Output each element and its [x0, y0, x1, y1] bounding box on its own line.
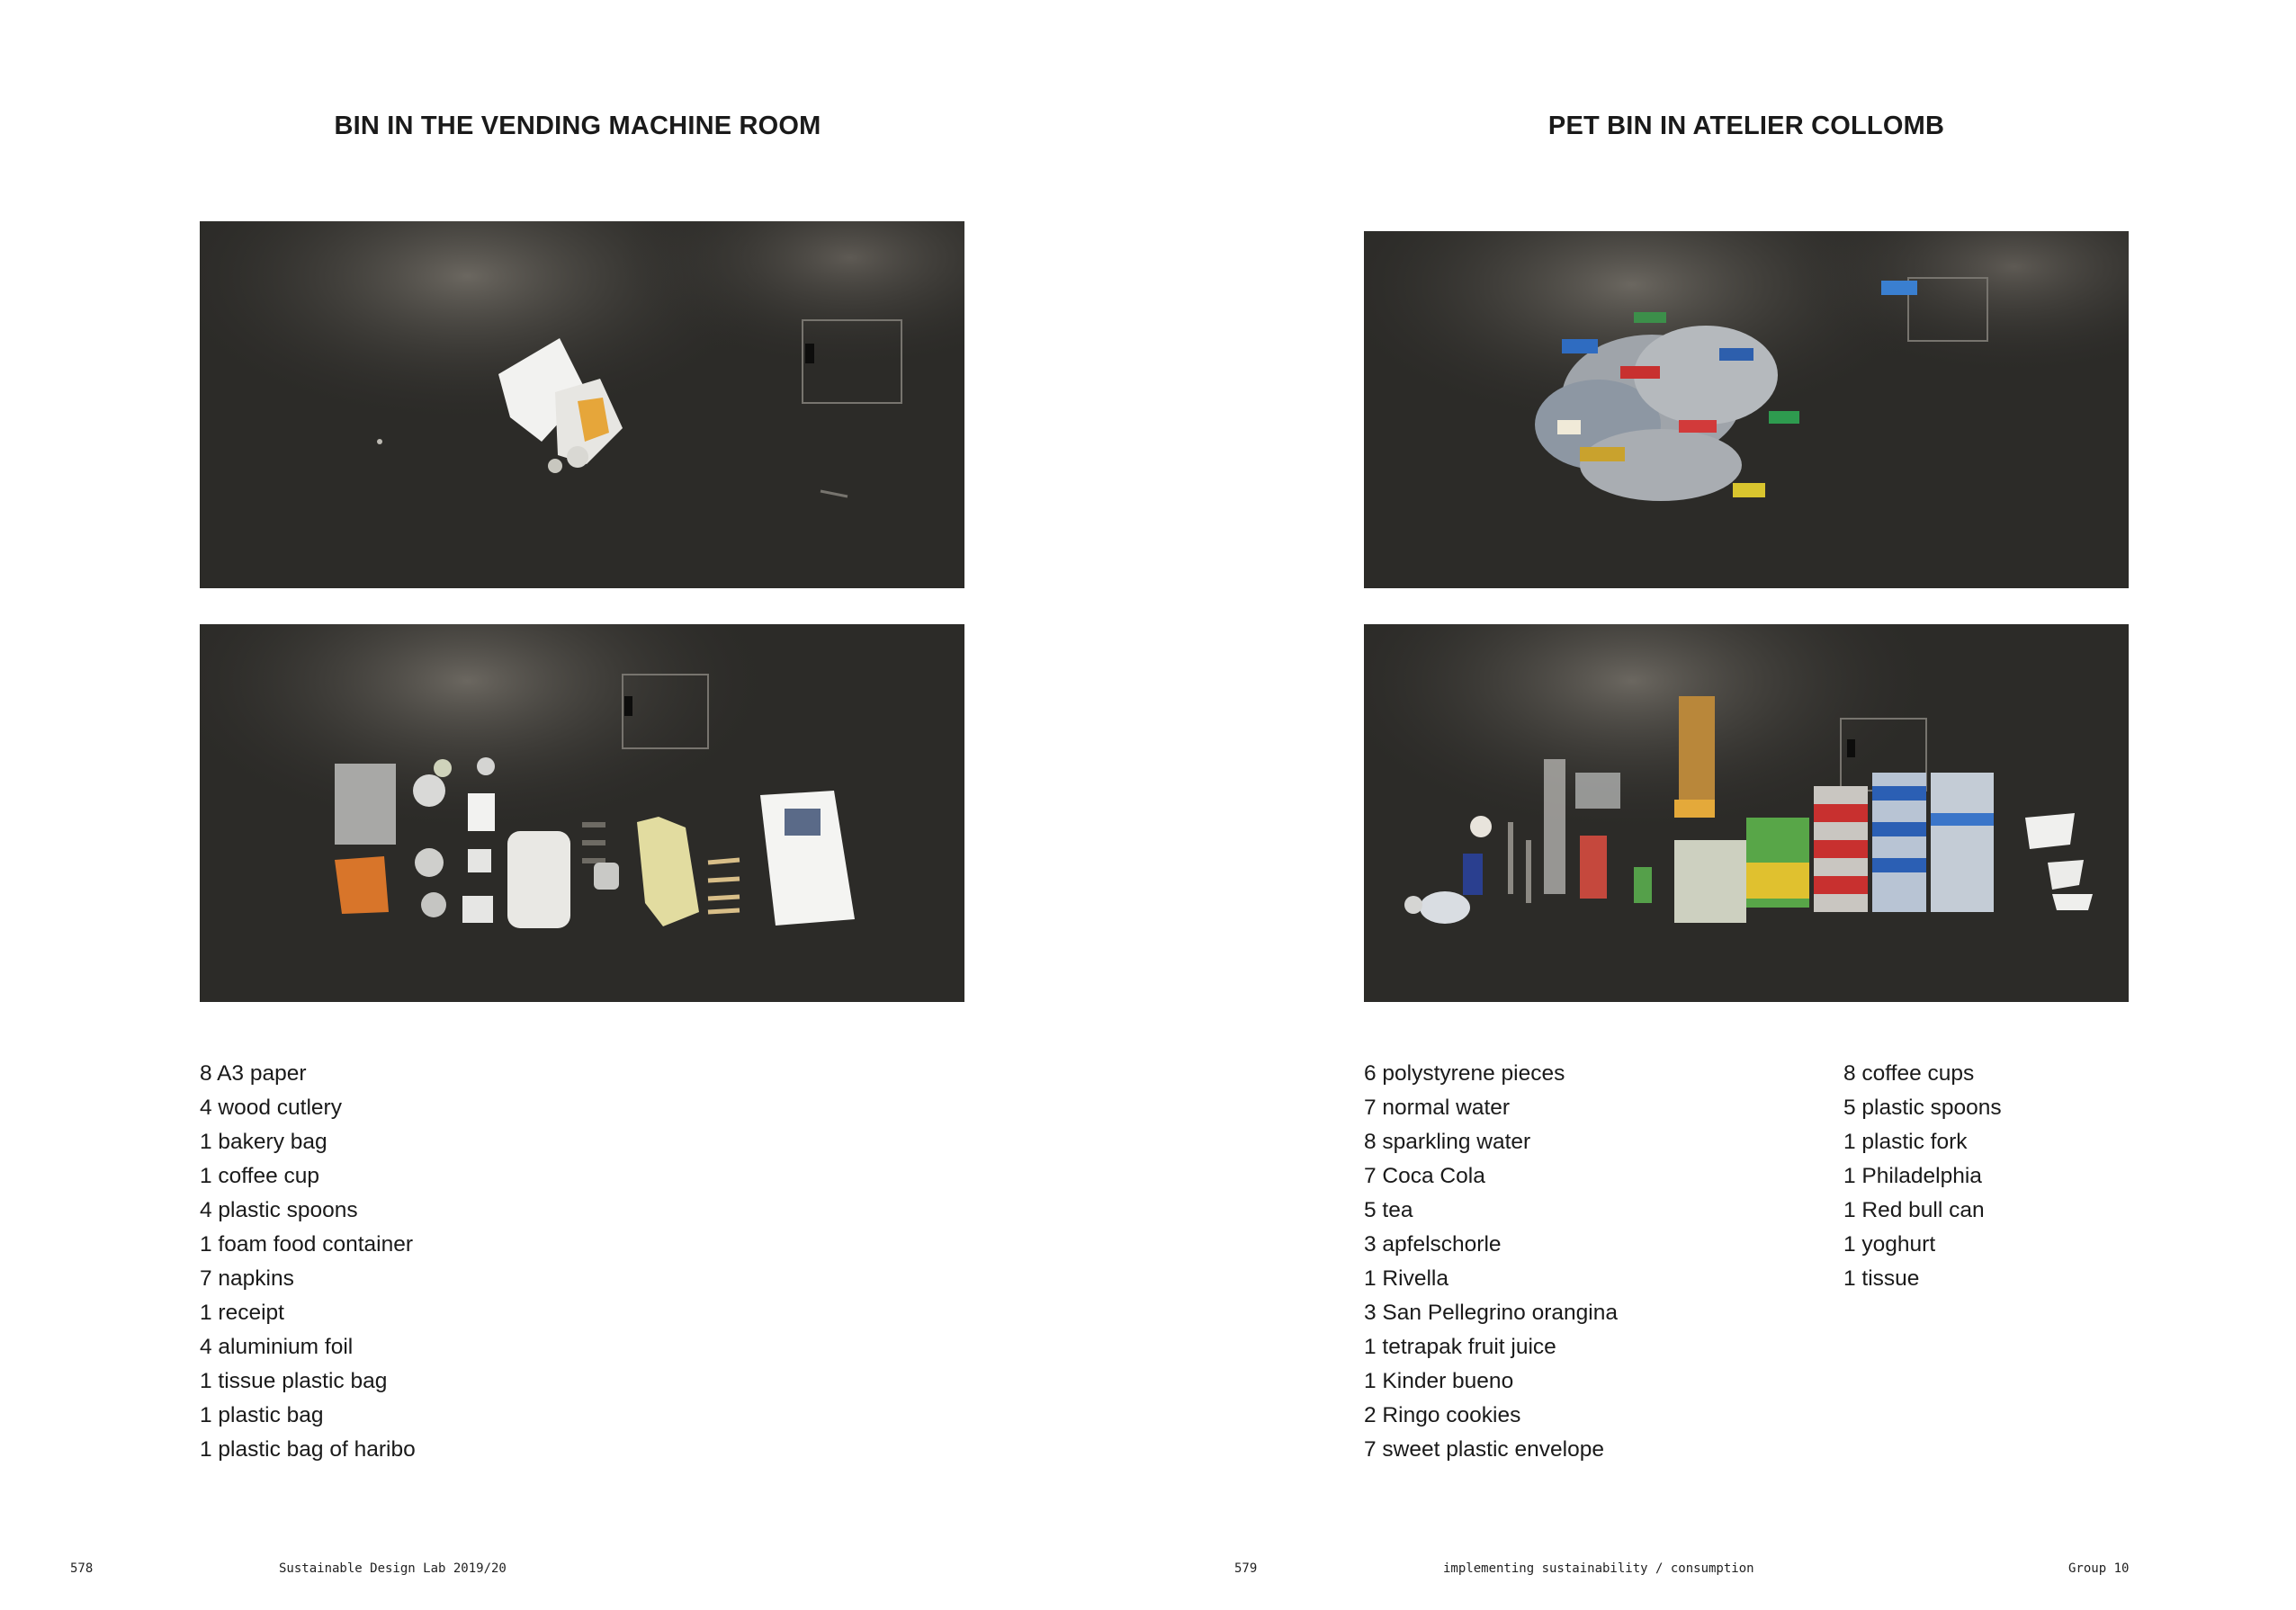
- list-item: 1 coffee cup: [200, 1164, 320, 1188]
- list-item: 1 foam food container: [200, 1232, 413, 1257]
- list-item: 1 plastic bag of haribo: [200, 1437, 416, 1462]
- list-item: 4 aluminium foil: [200, 1335, 354, 1359]
- list-item: 1 yoghurt: [1843, 1232, 1936, 1257]
- list-item: 4 plastic spoons: [200, 1198, 358, 1222]
- bin-contents-photo: [200, 221, 964, 588]
- right-item-list-1: [1364, 1057, 1618, 1467]
- footer-publication: Sustainable Design Lab 2019/20: [279, 1561, 507, 1576]
- list-item: 5 plastic spoons: [1843, 1096, 2002, 1120]
- right-page-title: PET BIN IN ATELIER COLLOMB: [1547, 112, 1945, 140]
- list-item: 7 napkins: [200, 1266, 294, 1291]
- list-item: 7 normal water: [1364, 1096, 1511, 1120]
- page-number-left: 578: [70, 1561, 94, 1576]
- list-item: 8 sparkling water: [1364, 1130, 1531, 1154]
- list-item: 1 tissue plastic bag: [200, 1369, 388, 1393]
- list-item: 1 receipt: [200, 1301, 284, 1325]
- list-item: 2 Ringo cookies: [1364, 1403, 1521, 1427]
- list-item: 1 plastic bag: [200, 1403, 324, 1427]
- list-item: 3 San Pellegrino orangina: [1364, 1301, 1618, 1325]
- list-item: 1 plastic fork: [1843, 1130, 1968, 1154]
- left-page-title: BIN IN THE VENDING MACHINE ROOM: [334, 112, 821, 140]
- right-page: [1148, 0, 2296, 1610]
- list-item: 1 tetrapak fruit juice: [1364, 1335, 1556, 1359]
- list-item: 7 sweet plastic envelope: [1364, 1437, 1604, 1462]
- left-item-list: [200, 1057, 416, 1467]
- list-item: 1 Kinder bueno: [1364, 1369, 1514, 1393]
- page-number-right: 579: [1234, 1561, 1258, 1576]
- list-item: 1 bakery bag: [200, 1130, 327, 1154]
- list-item: 4 wood cutlery: [200, 1096, 342, 1120]
- pet-bin-contents-photo: [1364, 231, 2129, 588]
- list-item: 7 Coca Cola: [1364, 1164, 1485, 1188]
- list-item: 1 tissue: [1843, 1266, 1920, 1291]
- list-item: 3 apfelschorle: [1364, 1232, 1502, 1257]
- list-item: 8 A3 paper: [200, 1061, 307, 1086]
- footer-section: implementing sustainability / consumption: [1443, 1561, 1754, 1576]
- list-item: 8 coffee cups: [1843, 1061, 1975, 1086]
- right-item-list-2: [1843, 1057, 2002, 1296]
- list-item: 1 Philadelphia: [1843, 1164, 1982, 1188]
- footer-group: Group 10: [2068, 1561, 2130, 1576]
- list-item: 1 Rivella: [1364, 1266, 1448, 1291]
- pet-sorted-items-photo: [1364, 624, 2129, 1002]
- list-item: 6 polystyrene pieces: [1364, 1061, 1565, 1086]
- list-item: 1 Red bull can: [1843, 1198, 1985, 1222]
- list-item: 5 tea: [1364, 1198, 1413, 1222]
- sorted-items-photo: [200, 624, 964, 1002]
